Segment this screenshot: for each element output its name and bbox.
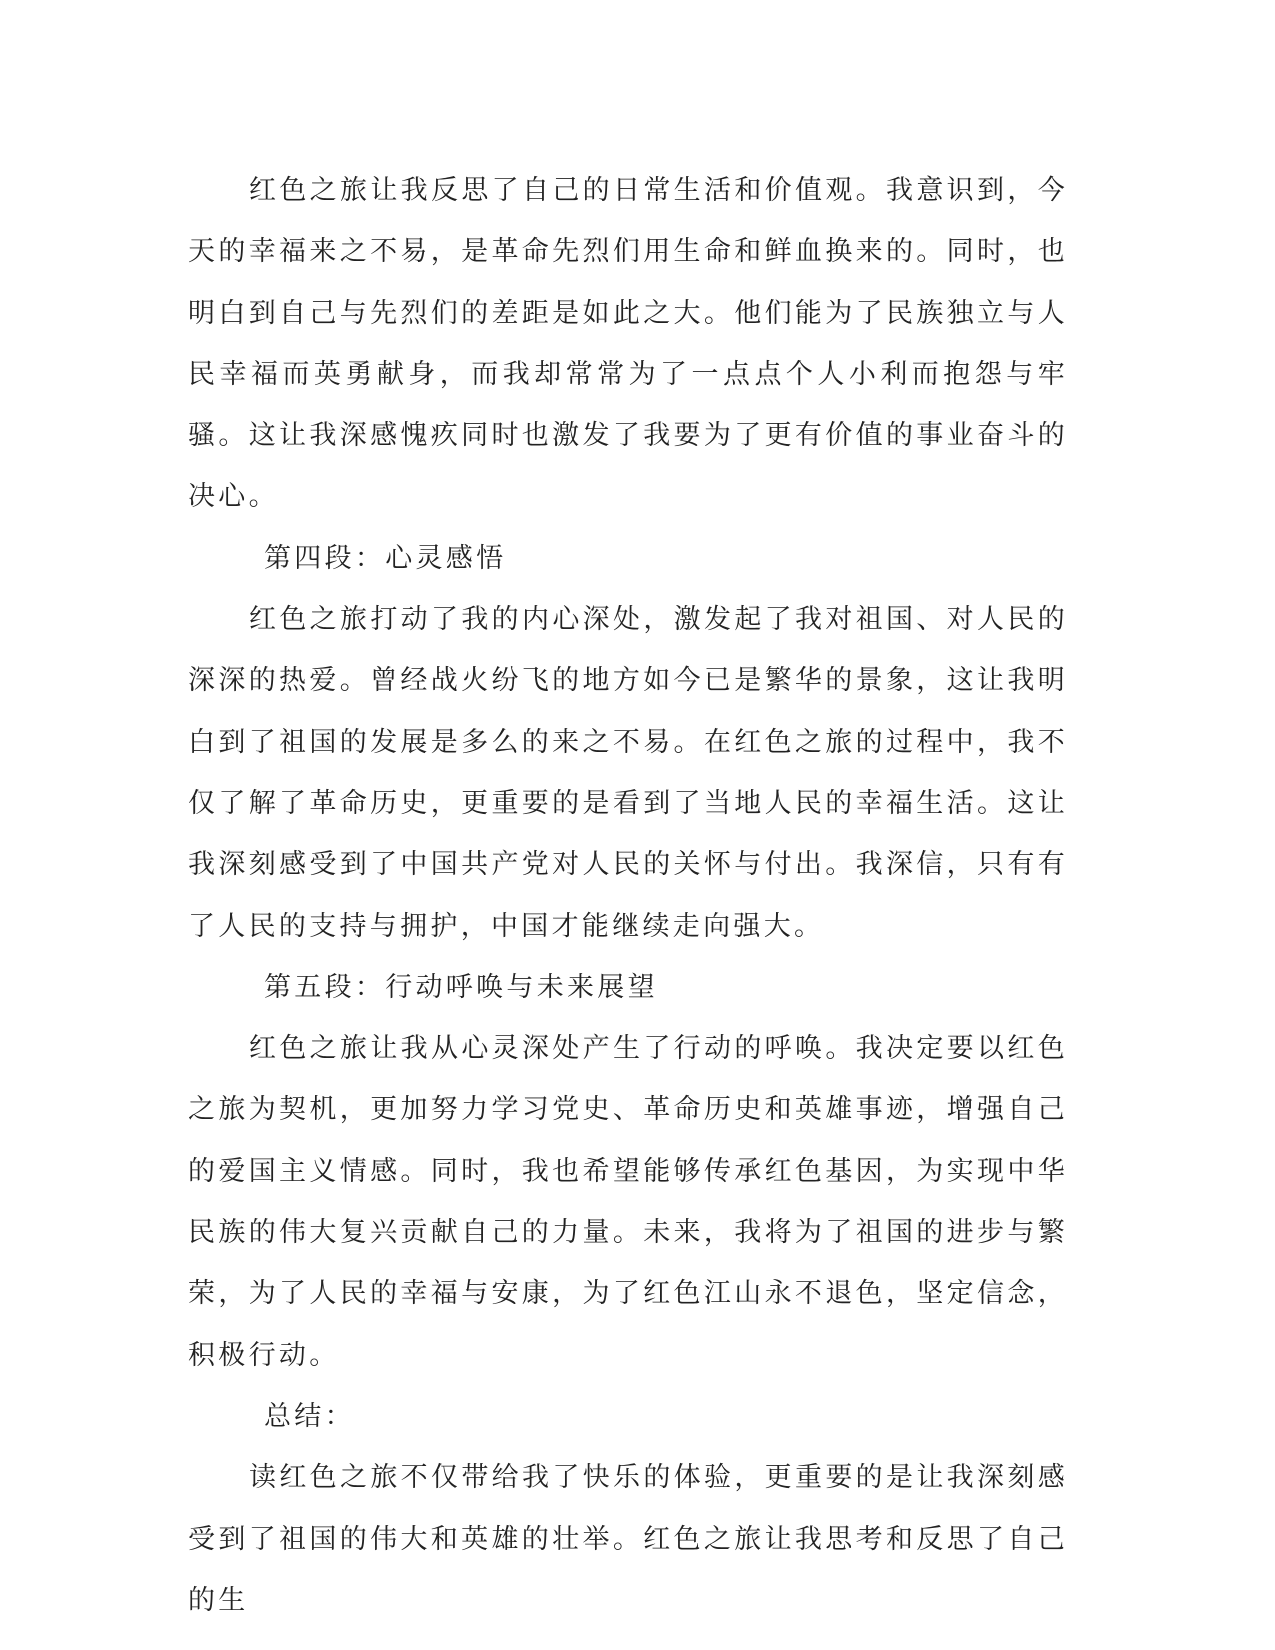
paragraph-reflection: 红色之旅让我反思了自己的日常生活和价值观。我意识到，今天的幸福来之不易，是革命先烈们用生命和鲜血换来的。同时，也明白到自己与先烈们的差距是如此之大。他们能为了民族独立与人民幸福而英勇献身，而我却常常为了一点点个人小利而抱怨与牢骚。这让我深感愧疚同时也激发了我要为了更有价值的事业奋斗的决心。 [188, 175, 1068, 513]
document-body [188, 160, 1068, 1631]
summary-heading: 总结： [264, 1400, 355, 1432]
section-heading-4: 第四段：心灵感悟 [264, 542, 507, 574]
paragraph-summary: 读红色之旅不仅带给我了快乐的体验，更重要的是让我深刻感受到了祖国的伟大和英雄的壮举。红色之旅让我思考和反思了自己的生 [188, 1462, 1068, 1616]
section-heading-5: 第五段：行动呼唤与未来展望 [264, 971, 658, 1003]
paragraph-insight: 红色之旅打动了我的内心深处，激发起了我对祖国、对人民的深深的热爱。曾经战火纷飞的地方如今已是繁华的景象，这让我明白到了祖国的发展是多么的来之不易。在红色之旅的过程中，我不仅了解了革命历史，更重要的是看到了当地人民的幸福生活。这让我深刻感受到了中国共产党对人民的关怀与付出。我深信，只有有了人民的支持与拥护，中国才能继续走向强大。 [188, 604, 1068, 942]
paragraph-action: 红色之旅让我从心灵深处产生了行动的呼唤。我决定要以红色之旅为契机，更加努力学习党史、革命历史和英雄事迹，增强自己的爱国主义情感。同时，我也希望能够传承红色基因，为实现中华民族的伟大复兴贡献自己的力量。未来，我将为了祖国的进步与繁荣，为了人民的幸福与安康，为了红色江山永不退色，坚定信念，积极行动。 [188, 1033, 1068, 1371]
